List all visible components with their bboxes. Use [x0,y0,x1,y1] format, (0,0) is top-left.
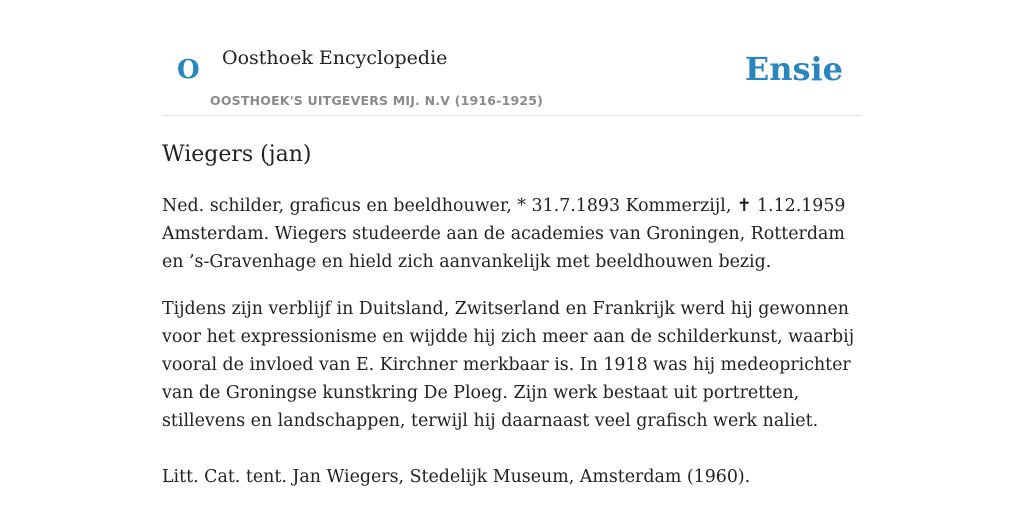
entry-literature: Litt. Cat. tent. Jan Wiegers, Stedelijk Museum, Amsterdam (1960). [162,467,751,487]
source-header [162,0,862,116]
entry-title: Wiegers (jan) [162,142,312,167]
entry-paragraph: Ned. schilder, graficus en beeldhouwer, * 31.7.1893 Kommerzijl, ✝ 1.12.1959 Amsterdam. Wiegers studeerde aan de academies van Groningen, Rotterdam en ’s-Gravenhage en hield zich aanvankelijk met beeldhouwen bezig. [162,196,846,272]
source-subtitle: OOSTHOEK'S UITGEVERS MIJ. N.V (1916-1925) [210,93,544,108]
source-title-link[interactable]: Oosthoek Encyclopedie [222,47,448,69]
source-logo: O [177,55,200,85]
article-container [162,0,862,487]
entry-paragraph: Tijdens zijn verblijf in Duitsland, Zwitserland en Frankrijk werd hij gewonnen voor het expressionisme en wijdde hij zich meer aan de schilderkunst, waarbij vooral de invloed van E. Kirchner merkbaar is. In 1918 was hij medeoprichter van de Groningse kunstkring De Ploeg. Zijn werk bestaat uit portretten, stillevens en landschappen, terwijl hij daarnaast veel grafisch werk naliet. [162,299,855,431]
ensie-logo-link[interactable]: Ensie [744,50,843,88]
